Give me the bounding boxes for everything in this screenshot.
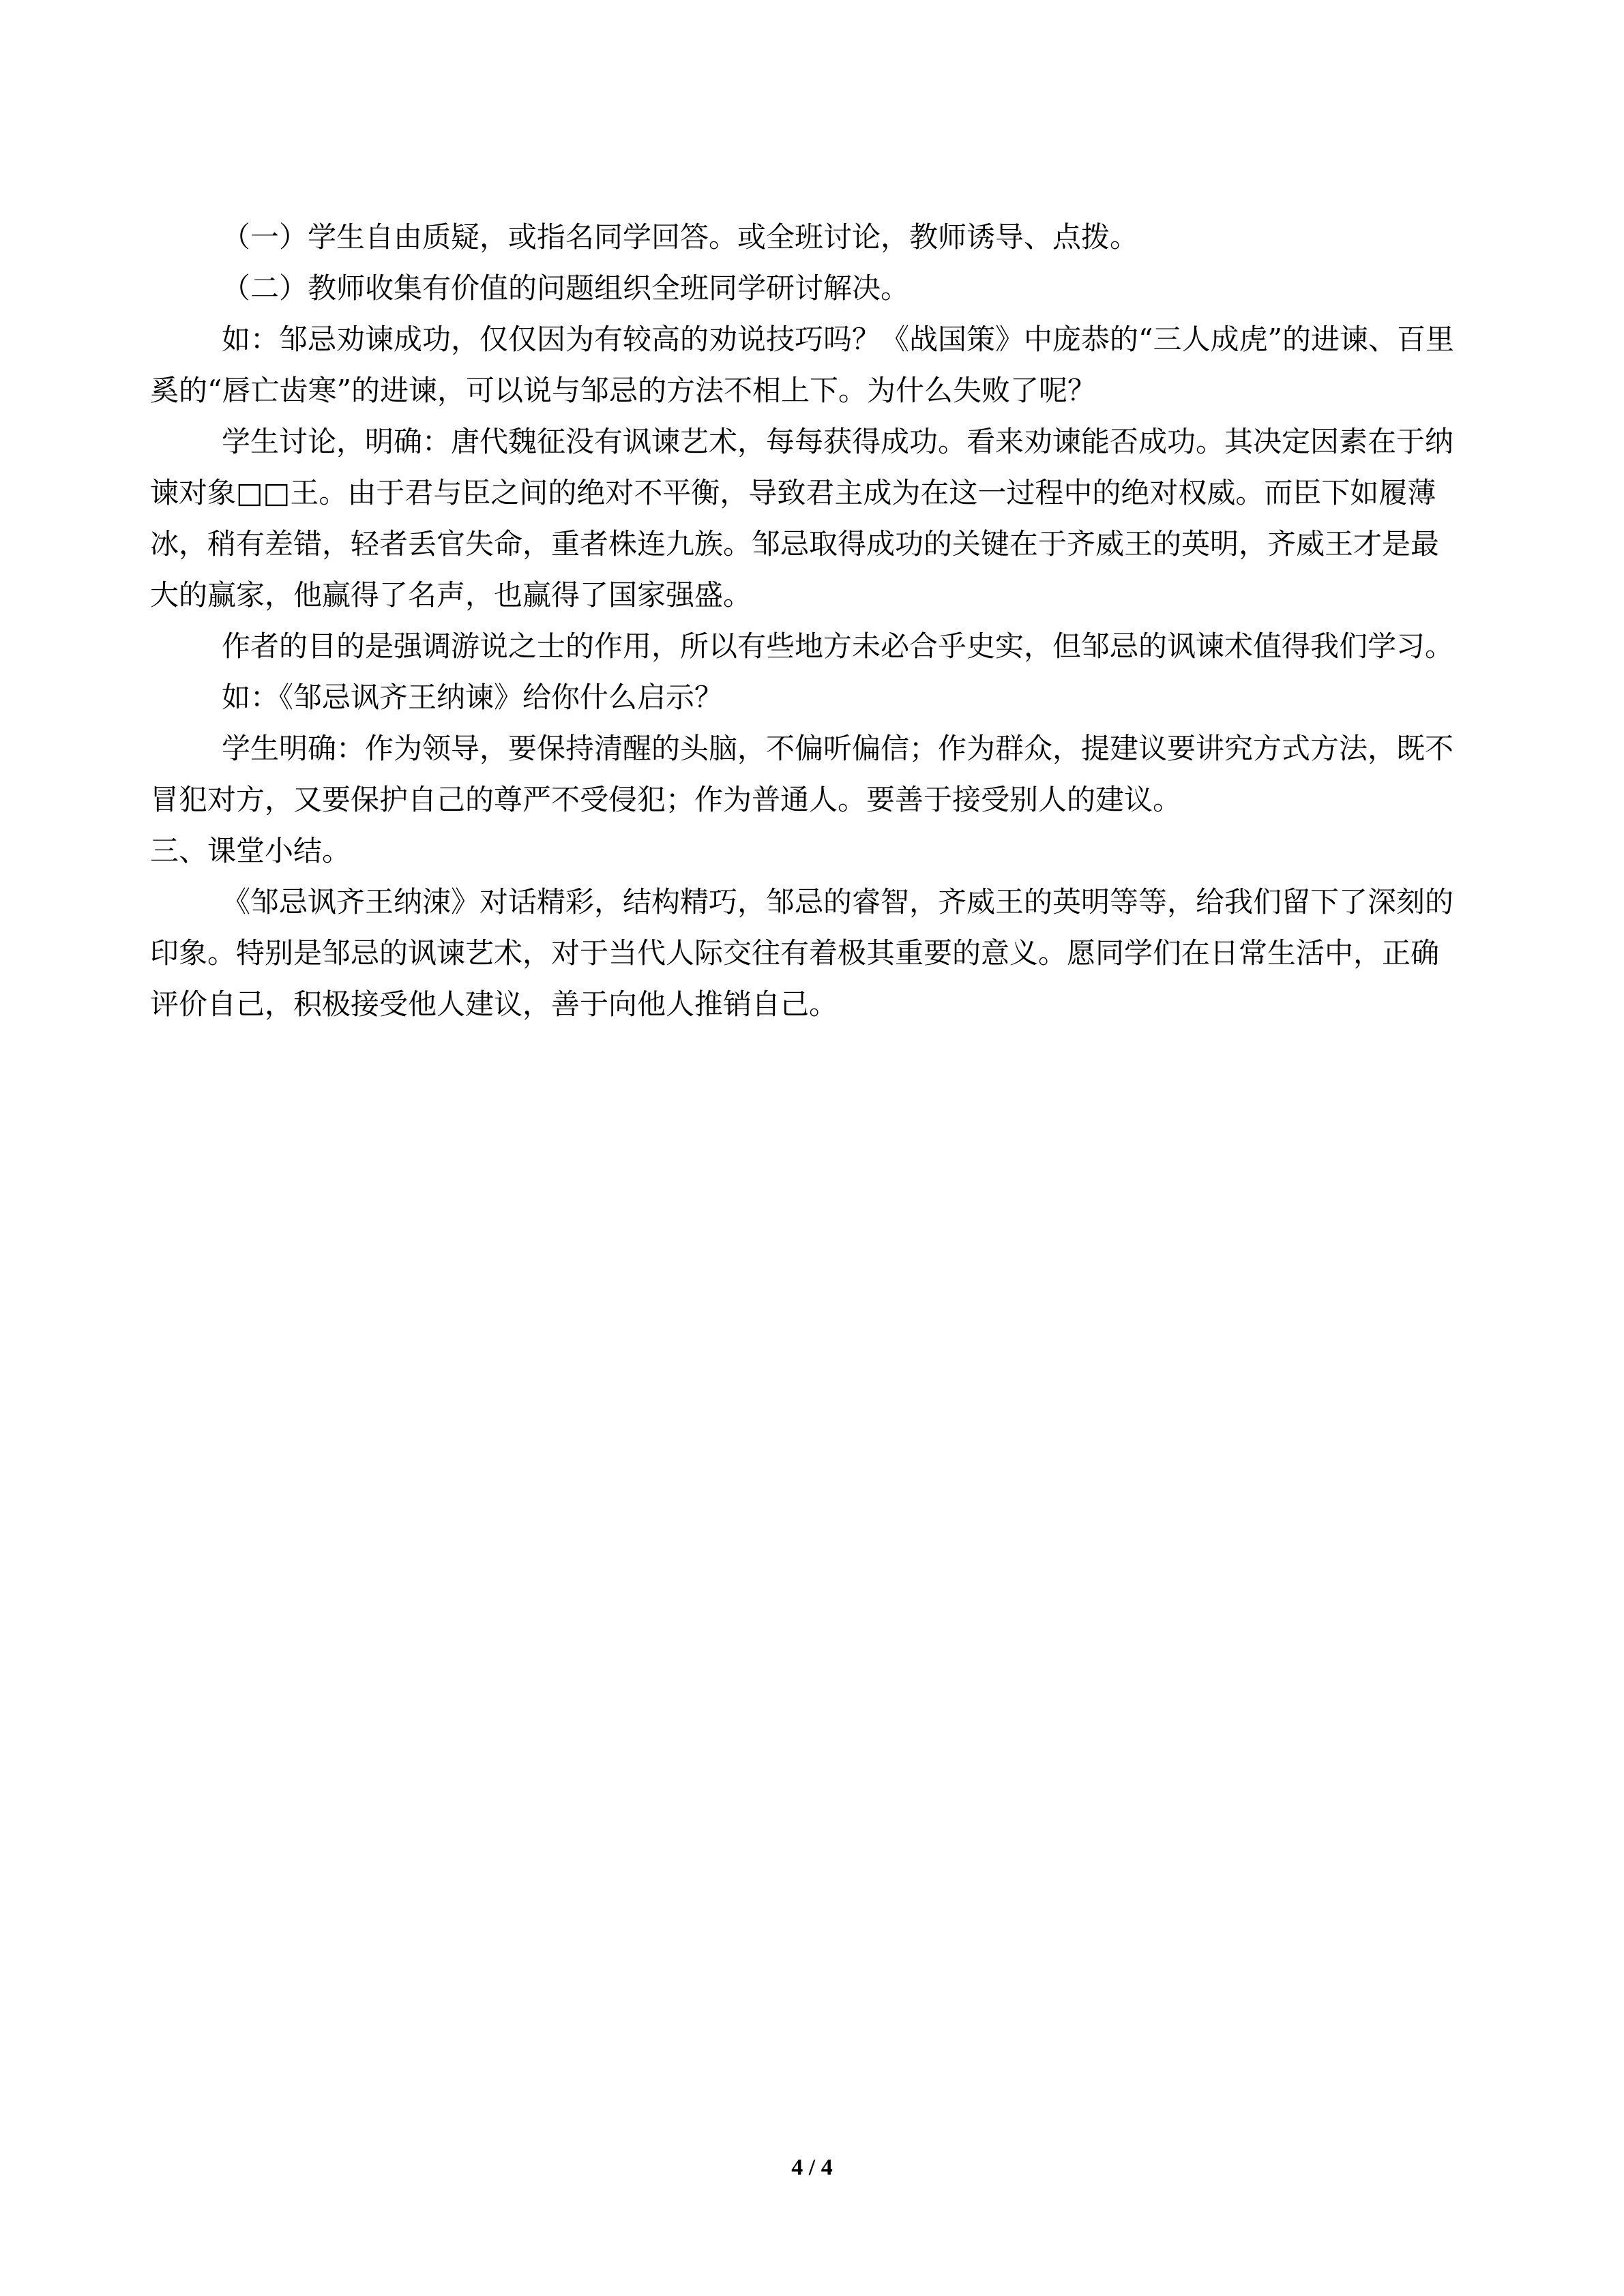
paragraph-5: 作者的目的是强调游说之士的作用，所以有些地方未必合乎史实，但邹忌的讽谏术值得我们学习。	[222, 629, 1454, 663]
paragraph-7: 学生明确：作为领导，要保持清醒的头脑，不偏听偏信；作为群众，提建议要讲究方式方法，既不冒犯对方，又要保护自己的尊严不受侵犯；作为普通人。要善于接受别人的建议。	[150, 732, 1454, 816]
paragraph-6: 如：《邹忌讽齐王纳谏》给你什么启示？	[222, 681, 724, 714]
paragraph-summary: 《邹忌讽齐王纳涑》对话精彩，结构精巧，邹忌的睿智，齐威王的英明等等，给我们留下了深刻的印象。特别是邹忌的讽谏艺术，对于当代人际交往有着极其重要的意义。愿同学们在日常生活中，正确评价自己，积极接受他人建议，善于向他人推销自己。	[150, 885, 1454, 1021]
paragraph-4: 学生讨论，明确：唐代魏征没有讽谏艺术，每每获得成功。看来劝谏能否成功。其决定因素在于纳谏对象□□王。由于君与臣之间的绝对不平衡，导致君主成为在这一过程中的绝对权威。而臣下如履薄冰，稍有差错，轻者丢官失命，重者株连九族。邹忌取得成功的关键在于齐威王的英明，齐威王才是最大的赢家，他赢得了名声，也赢得了国家强盛。	[150, 425, 1454, 612]
page-number: 4 / 4	[791, 2155, 833, 2180]
paragraph-2: （二）教师收集有价值的问题组织全班同学研讨解决。	[222, 271, 910, 305]
document-body	[150, 211, 1466, 1030]
paragraph-3: 如：邹忌劝谏成功，仅仅因为有较高的劝说技巧吗？《战国策》中庞恭的“三人成虎”的进谏、百里奚的“唇亡齿寒”的进谏，可以说与邹忌的方法不相上下。为什么失败了呢？	[150, 323, 1454, 407]
section-heading: 三、课堂小结。	[150, 834, 351, 867]
paragraph-1: （一）学生自由质疑，或指名同学回答。或全班讨论，教师诱导、点拨。	[222, 220, 1139, 254]
